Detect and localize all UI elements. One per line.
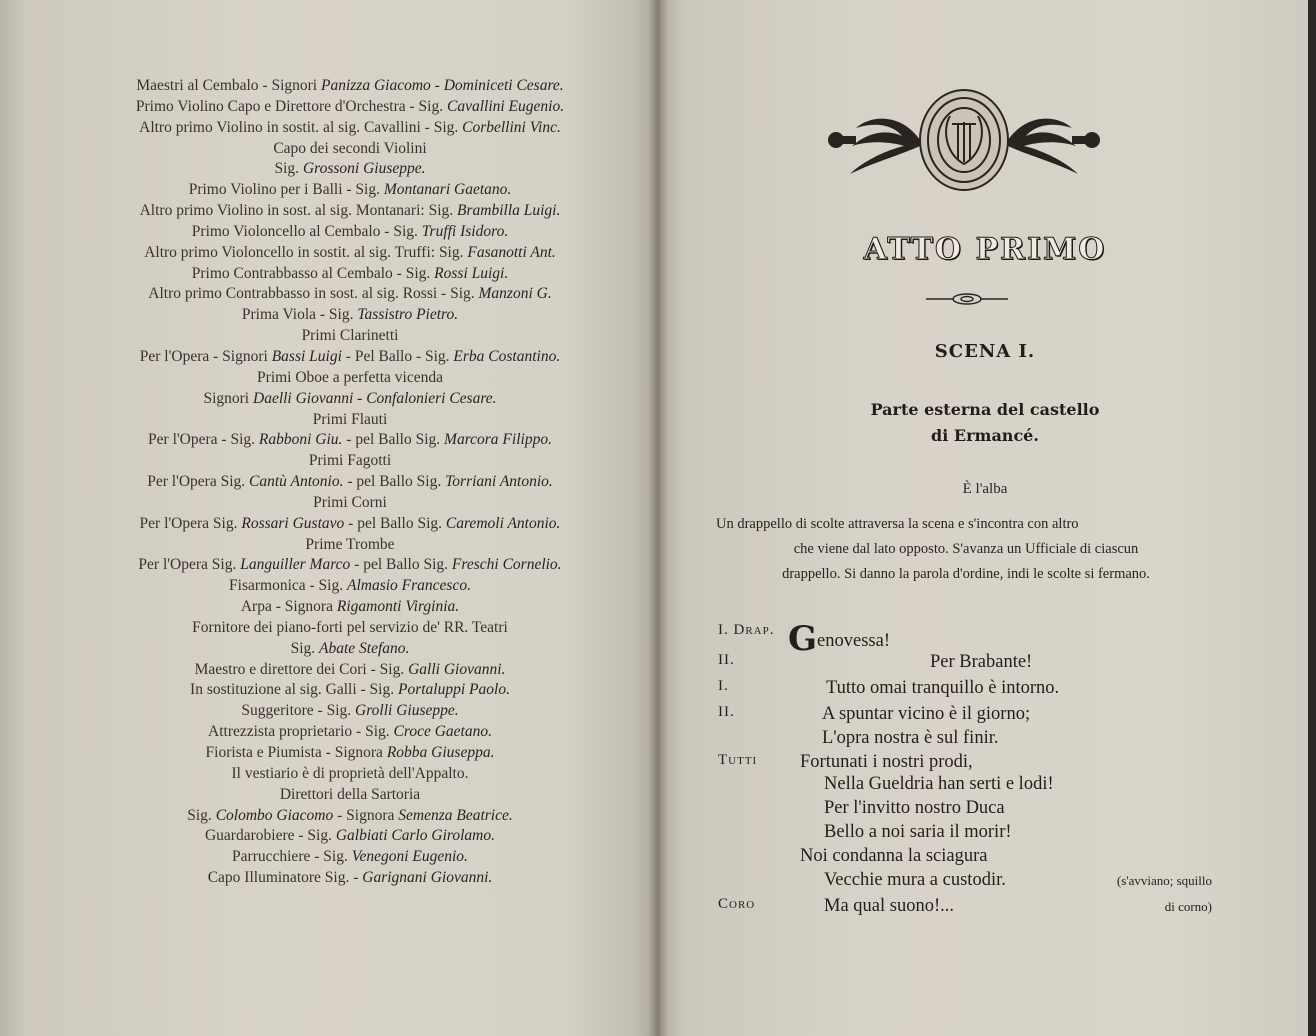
credit-line [84, 868, 616, 889]
setting-line-1: Parte esterna del castello [870, 400, 1100, 419]
credit-line [84, 472, 616, 493]
credit-names: Panizza Giacomo - Dominiceti Cesare. [321, 77, 564, 94]
stage-direction-line: che viene dal lato opposto. S'avanza un Ufficiale di ciascun [793, 541, 1139, 557]
drop-cap: G [788, 619, 818, 659]
credit-role: Sig. [274, 160, 303, 178]
credit-line [84, 284, 616, 305]
credit-names: Galbiati Carlo Girolamo. [335, 827, 496, 845]
credit-names: Colombo Giacomo [215, 806, 334, 824]
credit-line [84, 493, 616, 514]
credit-role: Primi Corni [313, 493, 387, 511]
credit-role: Direttori della Sartoria [279, 785, 421, 803]
credit-role: Fiorista e Piumista - Signora [205, 744, 387, 761]
verse-text [824, 896, 954, 917]
credit-line [84, 159, 616, 180]
book-gutter [648, 0, 668, 1036]
page-edge [1308, 0, 1316, 1036]
credit-line [84, 701, 616, 722]
credit-role: Suggeritore - Sig. [241, 702, 356, 720]
time-of-day: È l'alba [962, 481, 1008, 497]
credit-line [84, 660, 616, 681]
credit-line [84, 722, 616, 743]
credit-line [84, 222, 616, 243]
verse-text [930, 652, 1032, 673]
credit-role: Primo Violoncello al Cembalo - Sig. [191, 222, 422, 240]
credit-role: Fornitore dei piano-forti pel servizio de' RR. Teatri [192, 618, 508, 636]
credit-line [84, 514, 616, 535]
credit-names: Grolli Giuseppe. [355, 702, 459, 720]
speaker-label: II. [718, 652, 735, 668]
credit-names: Fasanotti Ant. [467, 243, 556, 261]
credit-names: Abate Stefano. [319, 639, 410, 657]
credit-names: Garignani Giovanni. [362, 869, 493, 887]
credit-role: Primo Contrabbasso al Cembalo - Sig. [191, 264, 435, 282]
credit-names: Rossari Gustavo [241, 514, 345, 532]
credit-line [84, 326, 616, 347]
stage-direction-line: Un drappello di scolte attraversa la scena e s'incontra con altro [716, 516, 1079, 532]
act-title: ATTO PRIMO [863, 232, 1107, 267]
credit-role: Fisarmonica - Sig. [229, 577, 347, 595]
speaker-label: Tutti [718, 752, 758, 768]
credit-role: Primi Fagotti [308, 452, 392, 470]
credit-line [84, 118, 616, 139]
verse-text [822, 728, 998, 749]
verse-words: Fortunati i nostri prodi, [800, 752, 973, 772]
credit-names: Venegoni Eugenio. [351, 848, 468, 866]
verse-text [788, 619, 890, 659]
credit-role: Maestri al Cembalo - Signori [136, 77, 321, 94]
verse-words: Vecchie mura a custodir. [824, 870, 1006, 890]
credit-role: Sig. [290, 639, 320, 657]
credit-names: Galli Giovanni. [408, 660, 506, 678]
credit-names: Daelli Giovanni - Confalonieri Cesare. [253, 389, 497, 407]
stage-aside: di corno) [1164, 899, 1212, 914]
credit-line [84, 368, 616, 389]
verse-words: Per l'invitto nostro Duca [824, 798, 1005, 818]
credit-line [84, 764, 616, 785]
credit-role: - Pel Ballo - Sig. [341, 347, 454, 365]
credit-line [84, 743, 616, 764]
credit-line [84, 826, 616, 847]
credit-line [84, 430, 616, 451]
credit-line [84, 347, 616, 368]
verse-words: Nella Gueldria han serti e lodi! [824, 774, 1054, 794]
verse-words: L'opra nostra è sul finir. [822, 728, 999, 748]
credit-line [84, 201, 616, 222]
credit-names: Cavallini Eugenio. [446, 97, 565, 115]
credit-names: Brambilla Luigi. [457, 202, 561, 220]
stage-aside: (s'avviano; squillo [1116, 873, 1212, 888]
credit-line [84, 389, 616, 410]
credit-role: Altro primo Violino in sostit. al sig. Cavallini - Sig. [139, 118, 463, 136]
stage-direction-line: drappello. Si danno la parola d'ordine, indi le scolte si fermano. [782, 566, 1150, 582]
credit-names: Bassi Luigi [271, 347, 342, 365]
credit-role: Maestro e direttore dei Cori - Sig. [194, 660, 409, 678]
credit-role: - pel Ballo Sig. [342, 431, 445, 449]
credit-role: - pel Ballo Sig. [350, 556, 452, 574]
credit-names: Montanari Gaetano. [383, 181, 512, 199]
credit-names: Rabboni Giu. [258, 431, 343, 449]
credit-role: Arpa - Signora [240, 598, 337, 616]
credit-role: Per l'Opera Sig. [138, 556, 241, 574]
credit-role: Altro primo Contrabbasso in sost. al sig. Rossi - Sig. [148, 285, 479, 303]
credit-names: Freschi Cornelio. [451, 556, 562, 574]
verse-text [822, 704, 1030, 725]
credit-line [84, 618, 616, 639]
credit-role: Primo Violino Capo e Direttore d'Orchestra - Sig. [135, 97, 447, 115]
credit-line [84, 597, 616, 618]
credit-names: Almasio Francesco. [346, 577, 471, 595]
stage-direction [716, 512, 1216, 587]
credit-line [84, 97, 616, 118]
credit-role: Il vestiario è di proprietà dell'Appalto. [231, 764, 469, 782]
credit-names: Rossi Luigi. [434, 264, 509, 282]
credit-line [84, 180, 616, 201]
credit-line [84, 806, 616, 827]
credit-line [84, 76, 616, 97]
credit-line [84, 555, 616, 576]
credit-names: Robba Giuseppa. [386, 744, 495, 761]
verse-text [800, 846, 988, 867]
verse-text [824, 774, 1054, 795]
credit-line [84, 264, 616, 285]
credit-role: Signori [203, 389, 253, 407]
credit-names: Croce Gaetano. [393, 723, 492, 741]
credit-names: Tassistro Pietro. [357, 306, 459, 324]
verse-words: Bello a noi saria il morir! [824, 822, 1012, 842]
credit-names: Truffi Isidoro. [421, 222, 509, 240]
credit-role: Per l'Opera - Signori [139, 347, 272, 365]
credit-names: Erba Costantino. [453, 347, 561, 365]
credit-role: Primi Flauti [312, 410, 388, 428]
credit-line [84, 639, 616, 660]
credit-line [84, 535, 616, 556]
credit-line [84, 785, 616, 806]
credit-role: - pel Ballo Sig. [344, 514, 446, 532]
credit-role: Primi Oboe a perfetta vicenda [257, 368, 443, 386]
credit-names: Corbellini Vinc. [462, 118, 561, 136]
verse-text [800, 752, 973, 773]
credit-names: Grossoni Giuseppe. [302, 160, 426, 178]
credit-line [84, 680, 616, 701]
credit-role: Primi Clarinetti [301, 327, 399, 345]
credit-role: Prima Viola - Sig. [241, 306, 358, 324]
speaker-label: Coro [718, 896, 756, 912]
credit-names: Torriani Antonio. [445, 473, 553, 491]
credit-line [84, 305, 616, 326]
credit-line [84, 847, 616, 868]
setting-line-2: di Ermancé. [931, 426, 1039, 445]
credit-role: Altro primo Violino in sost. al sig. Montanari: Sig. [139, 202, 458, 220]
verse-text [824, 870, 1006, 891]
credit-names: Languiller Marco [240, 556, 351, 574]
credit-role: Attrezzista proprietario - Sig. [208, 723, 394, 741]
credit-names: Cantù Antonio. [249, 473, 344, 491]
verse-words: enovessa! [817, 631, 890, 651]
verse-words: Noi condanna la sciagura [800, 846, 988, 866]
credit-line [84, 576, 616, 597]
credit-role: Altro primo Violoncello in sostit. al sig. Truffi: Sig. [144, 243, 468, 261]
verse-text [824, 798, 1005, 819]
credit-role: Parrucchiere - Sig. [232, 848, 352, 866]
credit-line [84, 410, 616, 431]
scene-setting [660, 397, 1310, 449]
verse-words: Per Brabante! [930, 652, 1033, 672]
verse-text [826, 678, 1059, 699]
credits-list [84, 76, 616, 889]
flourish-divider [924, 292, 1010, 306]
verse-text [824, 822, 1012, 843]
speaker-label: I. [718, 678, 729, 694]
credit-line [84, 139, 616, 160]
credit-role: Per l'Opera Sig. [139, 514, 242, 532]
speaker-label: II. [718, 704, 735, 720]
credit-names: Caremoli Antonio. [445, 514, 561, 532]
credit-role: Sig. [187, 806, 216, 824]
credit-line [84, 451, 616, 472]
credit-role: In sostituzione al sig. Galli - Sig. [190, 681, 398, 699]
credit-role: Capo Illuminatore Sig. - [207, 869, 363, 887]
credit-names: Manzoni G. [478, 285, 552, 303]
lyre-ornament [822, 84, 1106, 196]
credit-role: Per l'Opera - Sig. [148, 431, 259, 449]
verse-words: Ma qual suono!... [824, 896, 954, 916]
speaker-label: I. Drap. [718, 622, 775, 638]
credit-names: Marcora Filippo. [444, 431, 552, 449]
credit-line [84, 243, 616, 264]
verse-words: A spuntar vicino è il giorno; [822, 704, 1031, 724]
credit-role: - Signora [333, 806, 399, 824]
verse-words: Tutto omai tranquillo è intorno. [826, 678, 1060, 698]
credit-role: Capo dei secondi Violini [273, 139, 427, 157]
credit-role: Prime Trombe [305, 535, 395, 553]
credit-names: Rigamonti Virginia. [336, 598, 460, 616]
credit-role: Primo Violino per i Balli - Sig. [188, 181, 384, 199]
credit-role: Guardarobiere - Sig. [204, 827, 336, 845]
credit-role: Per l'Opera Sig. [147, 473, 250, 491]
credit-names: Semenza Beatrice. [398, 806, 513, 824]
scene-title: SCENA I. [934, 341, 1036, 362]
credit-names: Portaluppi Paolo. [398, 681, 510, 699]
credit-role: - pel Ballo Sig. [343, 473, 446, 491]
